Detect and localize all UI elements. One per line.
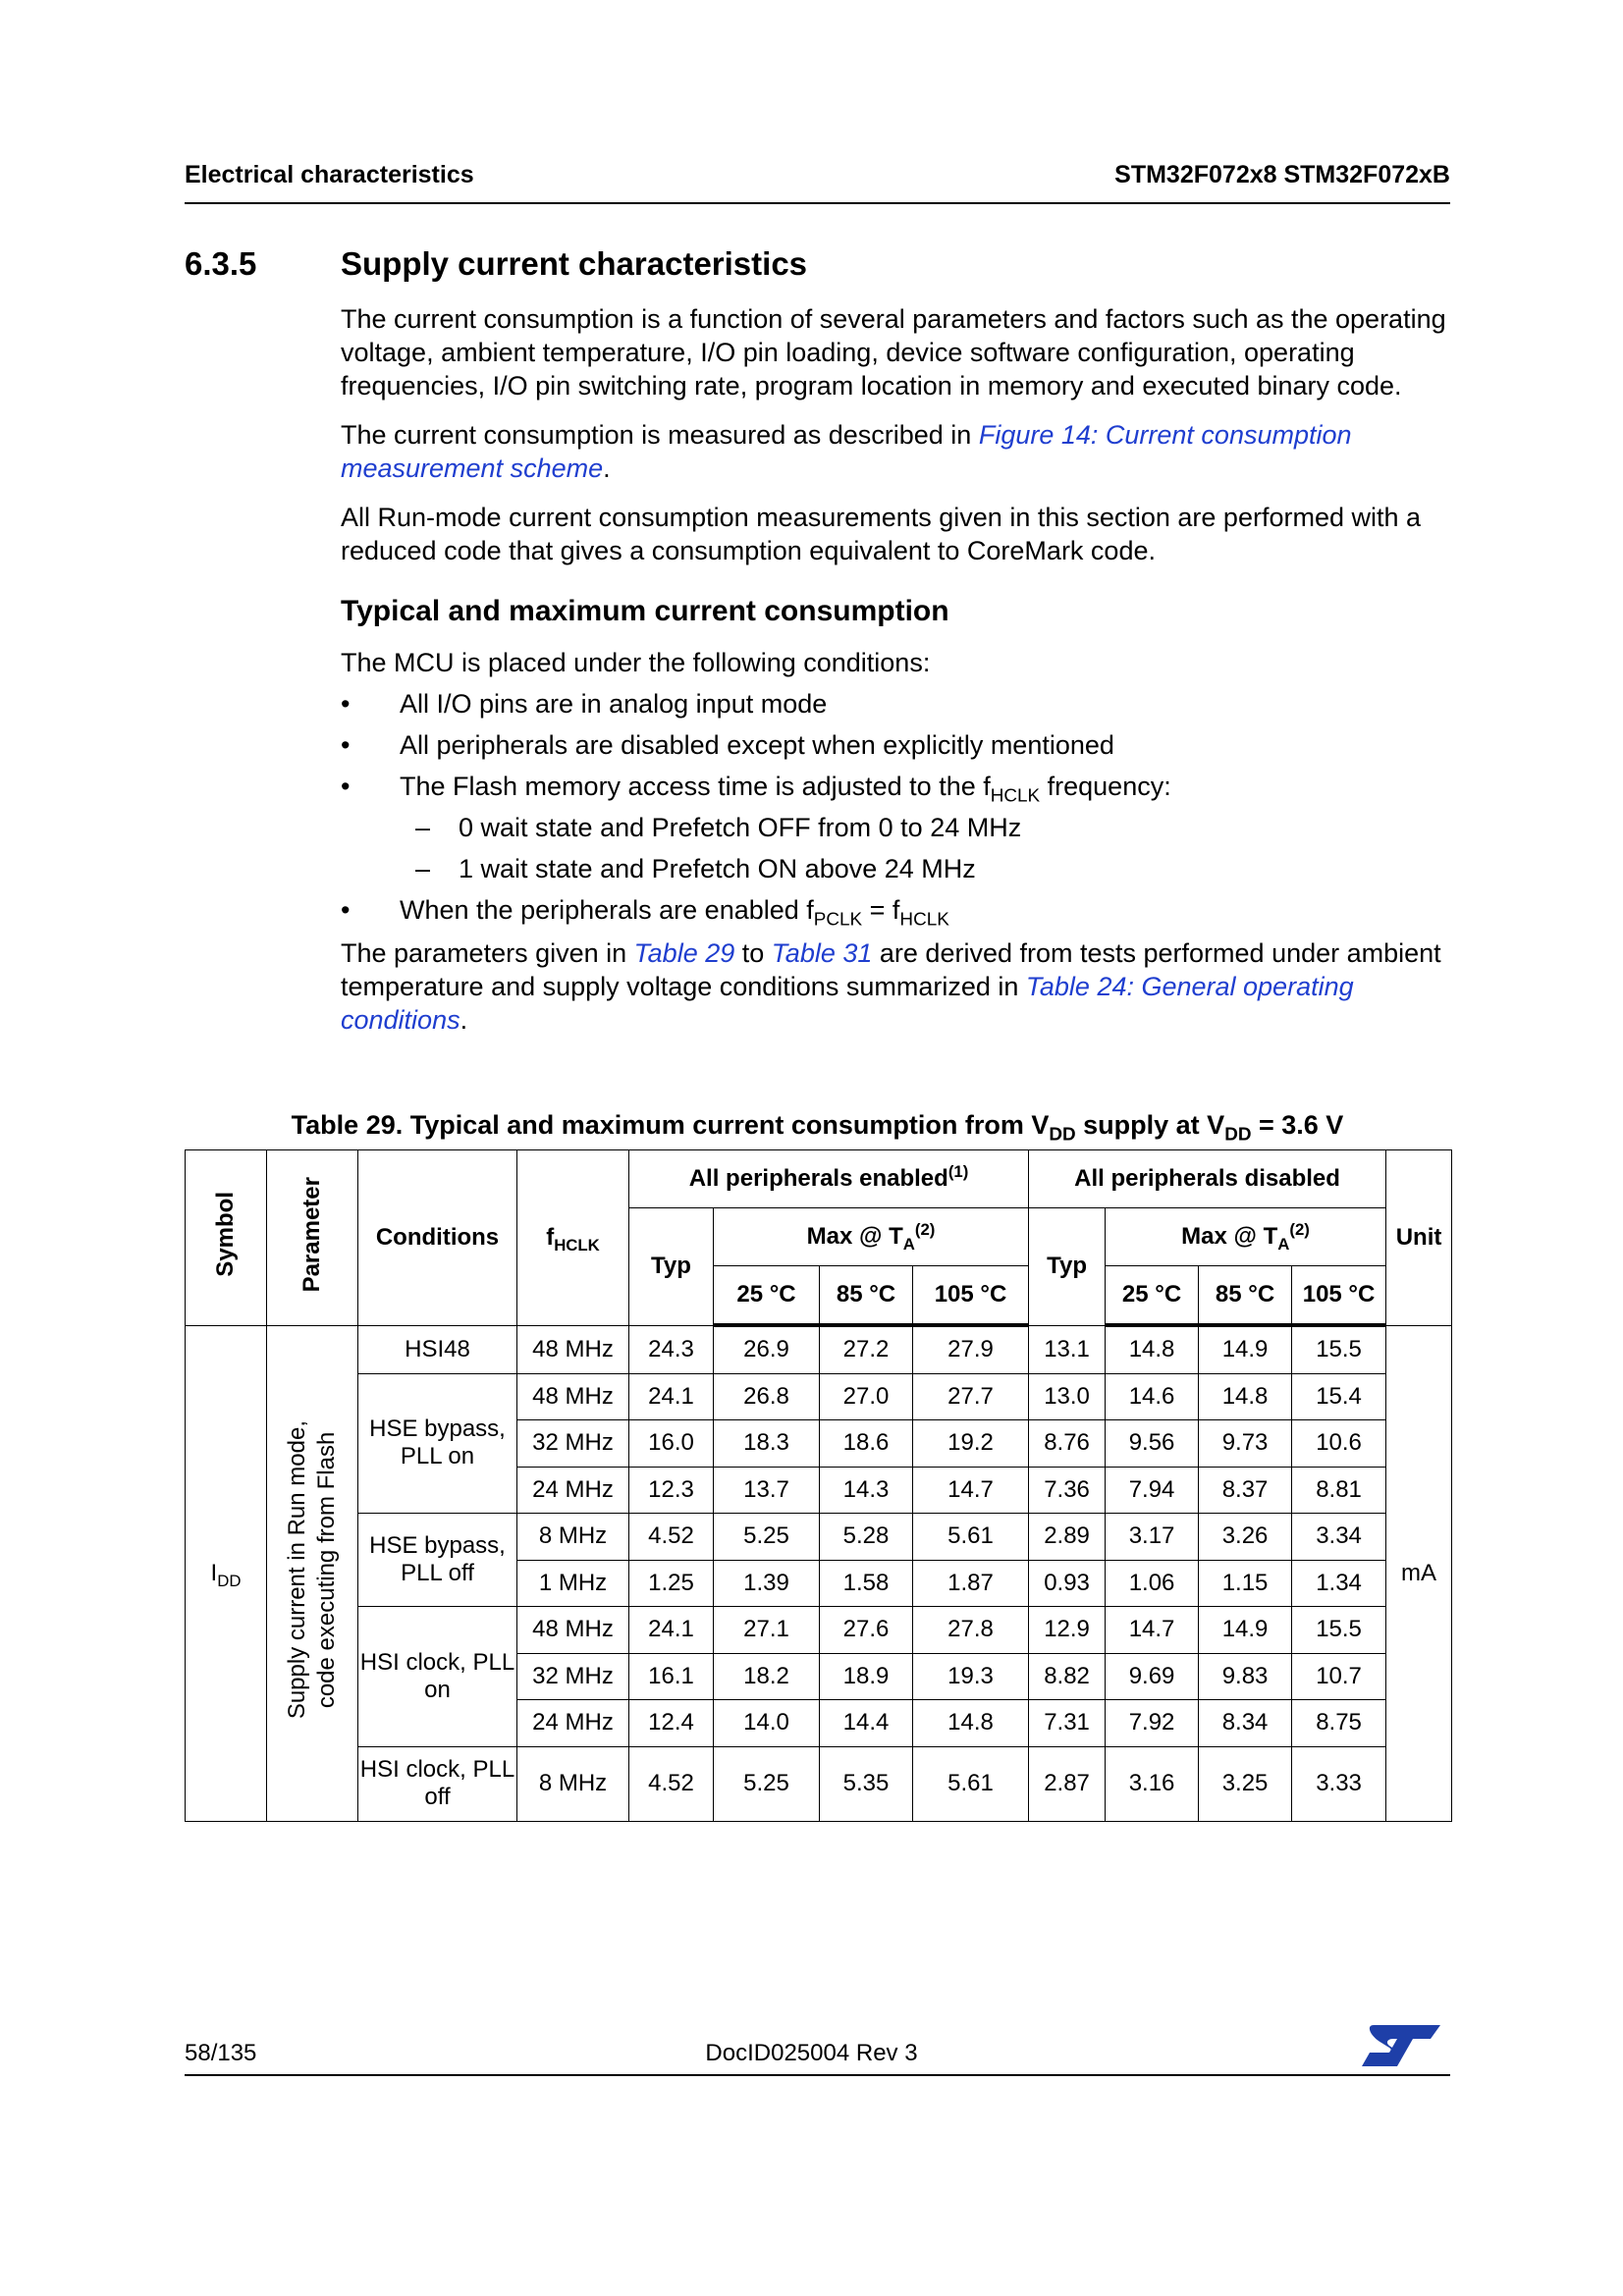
data-cell: 15.5 [1292, 1607, 1386, 1654]
data-cell: 19.2 [913, 1420, 1029, 1468]
header-enabled-text: All peripherals enabled [688, 1165, 948, 1192]
bullet-mark: • [341, 772, 351, 801]
data-cell: 14.8 [913, 1700, 1029, 1747]
subscript: A [902, 1234, 915, 1254]
condition-cell: HSE bypass, PLL on [358, 1373, 517, 1514]
data-cell: 4.52 [629, 1746, 714, 1821]
header-symbol-text: Symbol [212, 1191, 239, 1277]
data-cell: 12.9 [1029, 1607, 1106, 1654]
data-cell: 1.58 [820, 1560, 913, 1607]
dash-mark: – [415, 854, 431, 883]
data-cell: 14.3 [820, 1467, 913, 1514]
conditions-intro: The MCU is placed under the following conditions: [341, 648, 931, 677]
conditions-list-end [341, 889, 1455, 931]
footnote-ref: (1) [947, 1161, 969, 1181]
unit-cell: mA [1386, 1325, 1452, 1821]
data-cell: 8.82 [1029, 1653, 1106, 1700]
data-cell: 26.9 [714, 1325, 820, 1373]
list-item [341, 848, 1455, 889]
data-cell: 14.8 [1199, 1373, 1292, 1420]
data-cell: 24.1 [629, 1607, 714, 1654]
data-cell: 48 MHz [517, 1373, 629, 1420]
header-85c: 85 °C [1199, 1266, 1292, 1326]
running-header-left: Electrical characteristics [185, 161, 474, 188]
paragraph-4-text: are derived from tests performed under ambient temperature and supply voltage conditions summarized in [341, 938, 1441, 1001]
data-cell: 18.2 [714, 1653, 820, 1700]
data-cell: 27.7 [913, 1373, 1029, 1420]
header-max [714, 1208, 1029, 1266]
paragraph-4-end: . [460, 1005, 468, 1035]
table-row [186, 1746, 1452, 1821]
running-header-right: STM32F072x8 STM32F072xB [1114, 161, 1450, 188]
data-cell: 14.9 [1199, 1325, 1292, 1373]
data-cell: 32 MHz [517, 1420, 629, 1468]
paragraph-4-text: to [734, 938, 772, 968]
data-cell: 5.61 [913, 1514, 1029, 1561]
data-cell: 5.61 [913, 1746, 1029, 1821]
data-cell: 24.3 [629, 1325, 714, 1373]
paragraph-3: All Run-mode current consumption measurements given in this section are performed with a reduced code that gives a consumption equivalent to CoreMark code. [341, 503, 1422, 565]
header-105c: 105 °C [1292, 1266, 1386, 1326]
bullet-mark: • [341, 895, 351, 925]
header-typ: Typ [1029, 1208, 1106, 1326]
data-cell: 15.5 [1292, 1325, 1386, 1373]
subscript: HCLK [899, 909, 949, 931]
data-cell: 8.34 [1199, 1700, 1292, 1747]
header-rule [185, 202, 1450, 204]
header-disabled: All peripherals disabled [1029, 1150, 1386, 1208]
data-cell: 5.25 [714, 1514, 820, 1561]
header-unit: Unit [1386, 1150, 1452, 1326]
document-id: DocID025004 Rev 3 [705, 2040, 918, 2066]
data-cell: 15.4 [1292, 1373, 1386, 1420]
header-fhclk-text: f [546, 1223, 555, 1251]
condition-cell: HSI clock, PLL on [358, 1607, 517, 1747]
data-cell: 27.9 [913, 1325, 1029, 1373]
subscript: DD [1224, 1124, 1252, 1146]
list-item-text: When the peripherals are enabled f [400, 895, 814, 925]
subscript: A [1277, 1234, 1290, 1254]
data-cell: 9.56 [1106, 1420, 1199, 1468]
data-cell: 18.6 [820, 1420, 913, 1468]
header-max [1106, 1208, 1386, 1266]
data-cell: 10.7 [1292, 1653, 1386, 1700]
subscript: PCLK [813, 909, 863, 931]
list-item-text: 0 wait state and Prefetch OFF from 0 to 24 MHz [459, 813, 1022, 842]
header-25c: 25 °C [1106, 1266, 1199, 1326]
data-cell: 5.35 [820, 1746, 913, 1821]
list-item [341, 889, 1455, 931]
caption-text: = 3.6 V [1251, 1110, 1344, 1140]
data-cell: 14.4 [820, 1700, 913, 1747]
footnote-ref: (2) [914, 1219, 936, 1239]
header-fhclk [517, 1150, 629, 1326]
caption-text: supply at V [1075, 1110, 1225, 1140]
table-caption [185, 1110, 1450, 1146]
subscript: HCLK [554, 1235, 600, 1255]
data-cell: 3.34 [1292, 1514, 1386, 1561]
header-85c: 85 °C [820, 1266, 913, 1326]
data-cell: 8 MHz [517, 1746, 629, 1821]
data-cell: 12.3 [629, 1467, 714, 1514]
list-item-text: All peripherals are disabled except when explicitly mentioned [400, 730, 1114, 760]
data-cell: 1.15 [1199, 1560, 1292, 1607]
condition-cell: HSI48 [358, 1325, 517, 1373]
list-item-text: 1 wait state and Prefetch ON above 24 MHz [459, 854, 976, 883]
data-cell: 2.87 [1029, 1746, 1106, 1821]
data-cell: 8.37 [1199, 1467, 1292, 1514]
list-item [341, 724, 1455, 766]
data-cell: 27.2 [820, 1325, 913, 1373]
data-cell: 5.28 [820, 1514, 913, 1561]
data-cell: 13.7 [714, 1467, 820, 1514]
parameter-line: Supply current in Run mode, [284, 1419, 310, 1720]
data-cell: 14.9 [1199, 1607, 1292, 1654]
data-cell: 27.8 [913, 1607, 1029, 1654]
data-cell: 3.17 [1106, 1514, 1199, 1561]
data-cell: 14.7 [1106, 1607, 1199, 1654]
condition-cell: HSE bypass, PLL off [358, 1514, 517, 1607]
data-cell: 10.6 [1292, 1420, 1386, 1468]
data-cell: 7.94 [1106, 1467, 1199, 1514]
data-cell: 3.33 [1292, 1746, 1386, 1821]
subscript: DD [1049, 1124, 1076, 1146]
data-cell: 9.83 [1199, 1653, 1292, 1700]
data-cell: 4.52 [629, 1514, 714, 1561]
flash-sub-list [341, 807, 1455, 889]
header-conditions: Conditions [358, 1150, 517, 1326]
page-number: 58/135 [185, 2040, 257, 2066]
table-24-link[interactable]: Table 24: General operating conditions [341, 972, 1354, 1035]
table-29-link[interactable]: Table 29 [633, 938, 735, 968]
data-cell: 8 MHz [517, 1514, 629, 1561]
data-cell: 5.25 [714, 1746, 820, 1821]
data-cell: 1.39 [714, 1560, 820, 1607]
header-typ: Typ [629, 1208, 714, 1326]
data-cell: 48 MHz [517, 1607, 629, 1654]
data-cell: 1 MHz [517, 1560, 629, 1607]
data-cell: 1.25 [629, 1560, 714, 1607]
data-cell: 19.3 [913, 1653, 1029, 1700]
data-cell: 26.8 [714, 1373, 820, 1420]
data-cell: 32 MHz [517, 1653, 629, 1700]
list-item [341, 766, 1455, 807]
paragraph-1: The current consumption is a function of several parameters and factors such as the operating voltage, ambient temperature, I/O pin loading, device software configuration, operating frequencies, I/O pin switching rate, program location in memory and executed binary code. [341, 304, 1446, 400]
section-title: Supply current characteristics [341, 245, 808, 282]
data-cell: 1.34 [1292, 1560, 1386, 1607]
header-symbol [186, 1150, 267, 1326]
table-31-link[interactable]: Table 31 [771, 938, 873, 968]
header-max-text: Max @ T [806, 1223, 903, 1250]
bullet-mark: • [341, 689, 351, 719]
data-cell: 16.1 [629, 1653, 714, 1700]
condition-cell: HSI clock, PLL off [358, 1746, 517, 1821]
data-cell: 24 MHz [517, 1700, 629, 1747]
data-cell: 24 MHz [517, 1467, 629, 1514]
subheading: Typical and maximum current consumption [341, 595, 949, 627]
data-cell: 3.26 [1199, 1514, 1292, 1561]
header-max-text: Max @ T [1181, 1223, 1278, 1250]
header-enabled [629, 1150, 1029, 1208]
data-cell: 8.75 [1292, 1700, 1386, 1747]
header-25c: 25 °C [714, 1266, 820, 1326]
data-cell: 3.25 [1199, 1746, 1292, 1821]
data-cell: 9.73 [1199, 1420, 1292, 1468]
data-cell: 3.16 [1106, 1746, 1199, 1821]
table-row [186, 1607, 1452, 1654]
list-item-text: = f [862, 895, 900, 925]
figure-14-link[interactable]: Figure 14: Current consumption measurement scheme [341, 420, 1352, 483]
paragraph-2-end: . [603, 454, 611, 483]
data-cell: 7.31 [1029, 1700, 1106, 1747]
data-cell: 2.89 [1029, 1514, 1106, 1561]
data-cell: 14.0 [714, 1700, 820, 1747]
data-cell: 48 MHz [517, 1325, 629, 1373]
parameter-cell [267, 1325, 358, 1821]
data-cell: 14.8 [1106, 1325, 1199, 1373]
table-row [186, 1514, 1452, 1561]
symbol-text: I [210, 1559, 218, 1586]
section-body [341, 302, 1455, 1052]
footnote-ref: (2) [1289, 1219, 1310, 1239]
list-item-text: The Flash memory access time is adjusted to the f [400, 772, 991, 801]
data-cell: 12.4 [629, 1700, 714, 1747]
table-row [186, 1373, 1452, 1420]
data-cell: 7.36 [1029, 1467, 1106, 1514]
data-cell: 27.6 [820, 1607, 913, 1654]
data-cell: 0.93 [1029, 1560, 1106, 1607]
section-number: 6.3.5 [185, 245, 257, 282]
caption-text: Table 29. Typical and maximum current consumption from V [291, 1110, 1050, 1140]
paragraph-4-text: The parameters given in [341, 938, 634, 968]
paragraph-2-text: The current consumption is measured as described in [341, 420, 979, 450]
data-cell: 8.81 [1292, 1467, 1386, 1514]
subscript: DD [217, 1571, 242, 1590]
data-cell: 9.69 [1106, 1653, 1199, 1700]
data-cell: 13.1 [1029, 1325, 1106, 1373]
parameter-text [283, 1420, 342, 1719]
current-consumption-table [185, 1149, 1452, 1822]
subscript: HCLK [990, 785, 1041, 807]
data-cell: 1.06 [1106, 1560, 1199, 1607]
symbol-cell [186, 1325, 267, 1821]
data-cell: 18.9 [820, 1653, 913, 1700]
data-cell: 8.76 [1029, 1420, 1106, 1468]
header-parameter [267, 1150, 358, 1326]
list-item-text: frequency: [1040, 772, 1171, 801]
data-cell: 27.1 [714, 1607, 820, 1654]
parameter-line: code executing from Flash [313, 1431, 340, 1708]
dash-mark: – [415, 813, 431, 842]
data-cell: 13.0 [1029, 1373, 1106, 1420]
data-cell: 7.92 [1106, 1700, 1199, 1747]
data-cell: 18.3 [714, 1420, 820, 1468]
data-cell: 16.0 [629, 1420, 714, 1468]
data-cell: 14.7 [913, 1467, 1029, 1514]
st-logo-icon [1360, 2021, 1442, 2070]
header-105c: 105 °C [913, 1266, 1029, 1326]
footer-rule [185, 2074, 1450, 2076]
st-logo-shape [1362, 2025, 1440, 2066]
bullet-mark: • [341, 730, 351, 760]
table-row [186, 1325, 1452, 1373]
paragraph-2 [341, 418, 1455, 485]
conditions-list [341, 683, 1455, 807]
data-cell: 24.1 [629, 1373, 714, 1420]
paragraph-4 [341, 936, 1455, 1037]
list-item-text: All I/O pins are in analog input mode [400, 689, 828, 719]
data-cell: 27.0 [820, 1373, 913, 1420]
list-item [341, 683, 1455, 724]
data-cell: 14.6 [1106, 1373, 1199, 1420]
header-parameter-text: Parameter [298, 1176, 325, 1292]
data-cell: 1.87 [913, 1560, 1029, 1607]
list-item [341, 807, 1455, 848]
